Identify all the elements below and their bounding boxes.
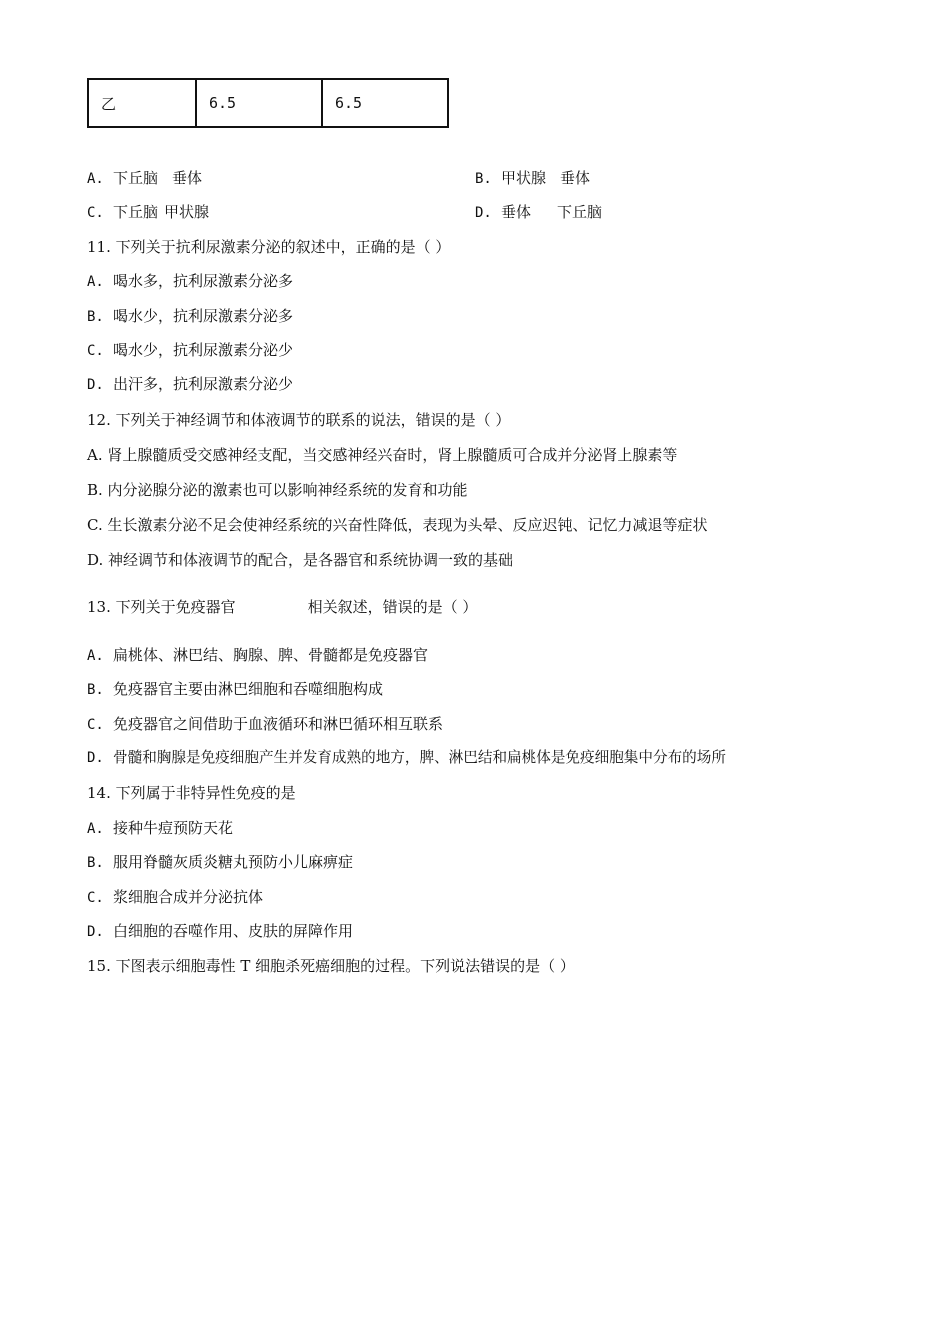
q10-option-a: A. 下丘脑 垂体 (87, 169, 203, 187)
table-cell: 6.5 (322, 79, 448, 127)
q14-option-c: C. 浆细胞合成并分泌抗体 (87, 888, 264, 906)
q14-stem: 14. 下列属于非特异性免疫的是 (87, 784, 296, 802)
q12-option-d: D. 神经调节和体液调节的配合，是各器官和系统协调一致的基础 (87, 551, 514, 569)
q12-stem: 12. 下列关于神经调节和体液调节的联系的说法，错误的是（ ） (87, 411, 511, 429)
q10-option-c: C. 下丘脑 甲状腺 (87, 203, 210, 221)
q11-option-a: A. 喝水多，抗利尿激素分泌多 (87, 272, 294, 290)
q11-option-d: D. 出汗多，抗利尿激素分泌少 (87, 375, 294, 393)
q13-option-d: D. 骨髓和胸腺是免疫细胞产生并发育成熟的地方，脾、淋巴结和扁桃体是免疫细胞集中分布的场所 (87, 749, 726, 766)
q10-option-d: D. 垂体 下丘脑 (475, 203, 603, 221)
table-row (88, 79, 448, 127)
q11-option-c: C. 喝水少，抗利尿激素分泌少 (87, 341, 294, 359)
q10-option-b: B. 甲状腺 垂体 (475, 169, 591, 187)
q11-option-b: B. 喝水少，抗利尿激素分泌多 (87, 307, 294, 325)
table-cell: 6.5 (196, 79, 322, 127)
q13-stem: 13. 下列关于免疫器官 相关叙述，错误的是（ ） (87, 598, 478, 616)
q14-option-a: A. 接种牛痘预防天花 (87, 819, 234, 837)
q14-option-b: B. 服用脊髓灰质炎糖丸预防小儿麻痹症 (87, 853, 354, 871)
q15-stem: 15. 下图表示细胞毒性 T 细胞杀死癌细胞的过程。下列说法错误的是（ ） (87, 957, 575, 975)
q12-option-c: C. 生长激素分泌不足会使神经系统的兴奋性降低，表现为头晕、反应迟钝、记忆力减退等症状 (87, 516, 708, 534)
q11-stem: 11. 下列关于抗利尿激素分泌的叙述中，正确的是（ ） (87, 238, 451, 256)
q13-option-a: A. 扁桃体、淋巴结、胸腺、脾、骨髓都是免疫器官 (87, 646, 429, 664)
q13-option-b: B. 免疫器官主要由淋巴细胞和吞噬细胞构成 (87, 680, 384, 698)
table-cell: 乙 (88, 79, 196, 127)
q14-option-d: D. 白细胞的吞噬作用、皮肤的屏障作用 (87, 922, 354, 940)
data-table (87, 78, 449, 128)
q13-option-c: C. 免疫器官之间借助于血液循环和淋巴循环相互联系 (87, 715, 444, 733)
q12-option-b: B. 内分泌腺分泌的激素也可以影响神经系统的发育和功能 (87, 481, 468, 499)
q12-option-a: A. 肾上腺髓质受交感神经支配，当交感神经兴奋时，肾上腺髓质可合成并分泌肾上腺素等 (87, 446, 678, 464)
